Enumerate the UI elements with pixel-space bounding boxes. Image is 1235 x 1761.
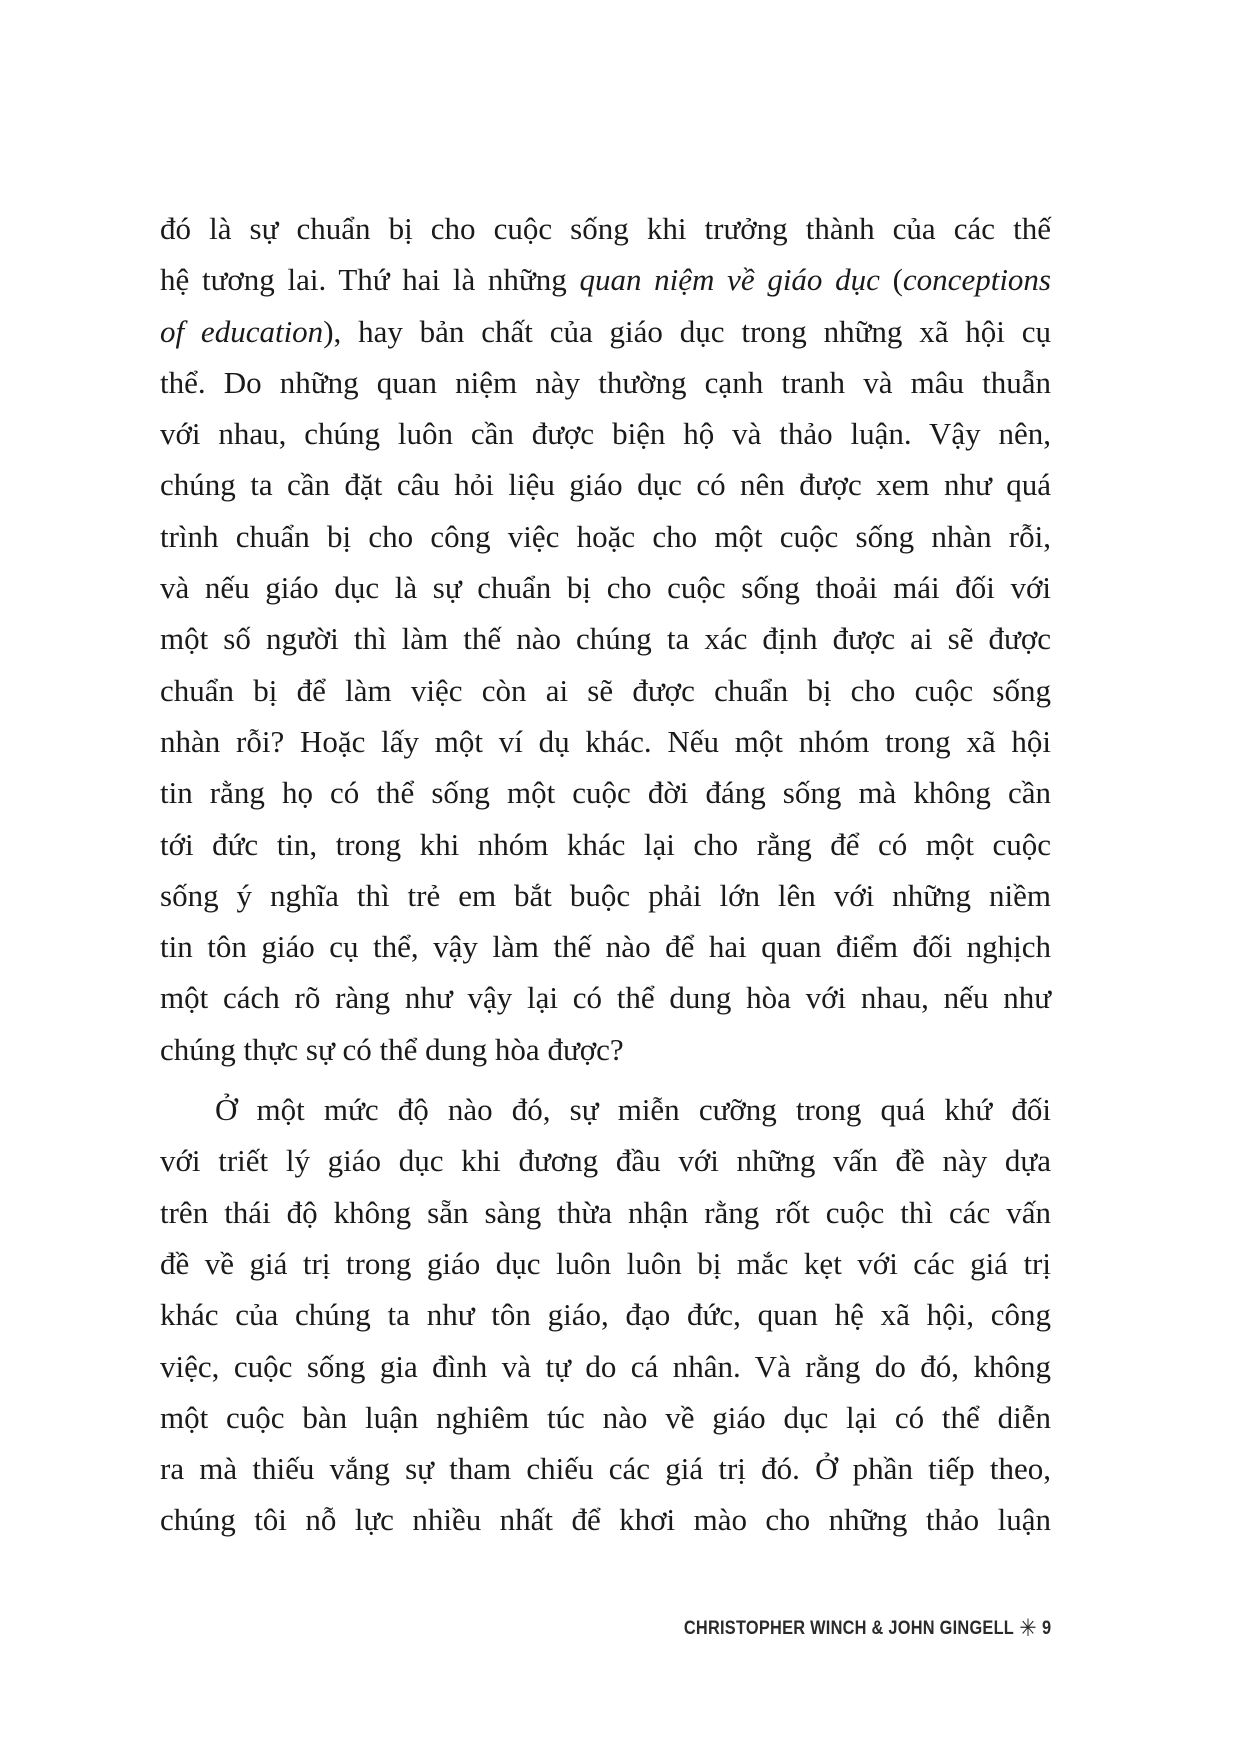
asterisk-separator-icon: ✳ [1018, 1615, 1037, 1642]
text-line: với triết lý giáo dục khi đương đầu với những vấn đề này dựa [160, 1143, 1051, 1179]
text-line: chuẩn bị để làm việc còn ai sẽ được chuẩn bị cho cuộc sống [160, 672, 1051, 708]
text-line: đề về giá trị trong giáo dục luôn luôn bị mắc kẹt với các giá trị [160, 1245, 1051, 1281]
text-line: chúng ta cần đặt câu hỏi liệu giáo dục có nên được xem như quá [160, 467, 1051, 503]
italic-term: conceptions [902, 262, 1051, 298]
text-line: tới đức tin, trong khi nhóm khác lại cho rằng để có một cuộc [160, 826, 1051, 862]
text-line: sống ý nghĩa thì trẻ em bắt buộc phải lớn lên với những niềm [160, 877, 1051, 913]
text-line: ra mà thiếu vắng sự tham chiếu các giá trị đó. Ở phần tiếp theo, [160, 1451, 1051, 1487]
running-footer [684, 1614, 1051, 1643]
text-line: với nhau, chúng luôn cần được biện hộ và thảo luận. Vậy nên, [160, 416, 1051, 452]
text-line: một số người thì làm thế nào chúng ta xác định được ai sẽ được [160, 621, 1051, 657]
paragraph-1 [160, 203, 1051, 1075]
text-line: of education), hay bản chất của giáo dục trong những xã hội cụ [160, 313, 1051, 349]
text-line: trình chuẩn bị cho công việc hoặc cho một cuộc sống nhàn rỗi, [160, 518, 1051, 554]
text-line: một cách rõ ràng như vậy lại có thể dung hòa với nhau, nếu như [160, 980, 1051, 1016]
text-line: đó là sự chuẩn bị cho cuộc sống khi trưởng thành của các thế [160, 211, 1051, 246]
text-line: một cuộc bàn luận nghiêm túc nào về giáo dục lại có thể diễn [160, 1399, 1051, 1435]
paragraph-2 [160, 1084, 1051, 1546]
text-line: tin tôn giáo cụ thể, vậy làm thế nào để hai quan điểm đối nghịch [160, 929, 1051, 965]
footer-authors: CHRISTOPHER WINCH & JOHN GINGELL [683, 1618, 1014, 1639]
text-line: hệ tương lai. Thứ hai là những quan niệm về giáo dục (conceptions [160, 262, 1051, 298]
text-line: tin rằng họ có thể sống một cuộc đời đáng sống mà không cần [160, 775, 1051, 811]
text-line: khác của chúng ta như tôn giáo, đạo đức, quan hệ xã hội, công [160, 1297, 1051, 1333]
text-line: Ở một mức độ nào đó, sự miễn cưỡng trong quá khứ đối [215, 1092, 1051, 1128]
text-line: và nếu giáo dục là sự chuẩn bị cho cuộc sống thoải mái đối với [160, 570, 1051, 606]
text-line: việc, cuộc sống gia đình và tự do cá nhân. Và rằng do đó, không [160, 1348, 1051, 1384]
text-line: nhàn rỗi? Hoặc lấy một ví dụ khác. Nếu một nhóm trong xã hội [160, 723, 1051, 759]
text-line: chúng tôi nỗ lực nhiều nhất để khơi mào cho những thảo luận [160, 1502, 1051, 1538]
text-line: trên thái độ không sẵn sàng thừa nhận rằng rốt cuộc thì các vấn [160, 1194, 1051, 1230]
italic-term: of education [160, 313, 324, 349]
text-line: chúng thực sự có thể dung hòa được? [160, 1031, 624, 1067]
body-text [160, 203, 1051, 1546]
text-line: thể. Do những quan niệm này thường cạnh tranh và mâu thuẫn [160, 364, 1051, 400]
page-number: 9 [1041, 1618, 1051, 1639]
italic-term: quan niệm về giáo dục [579, 262, 880, 298]
